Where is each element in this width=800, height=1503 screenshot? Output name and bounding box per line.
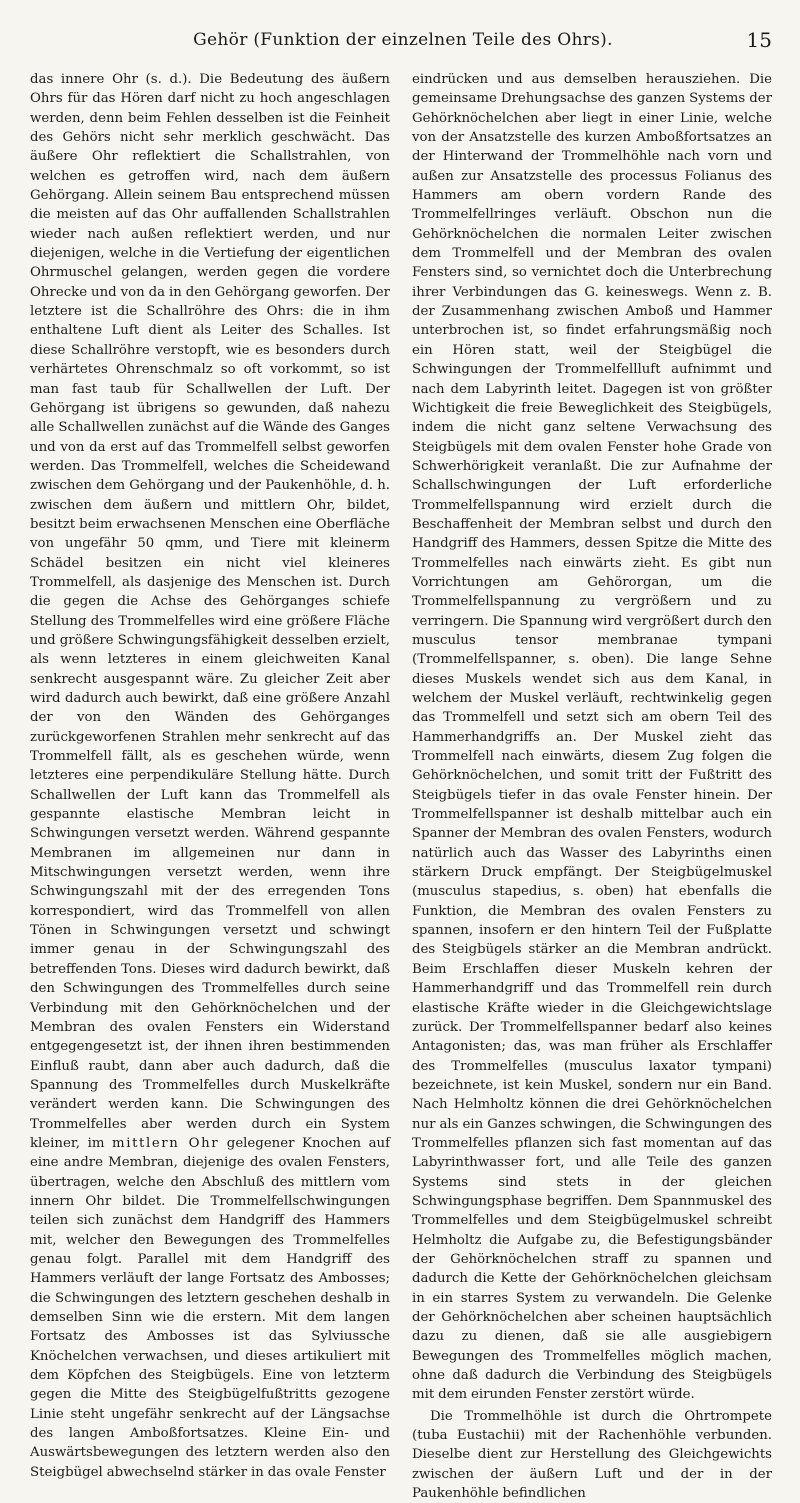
right-column xyxy=(412,70,772,1502)
running-title: Gehör (Funktion der einzelnen Teile des Ohrs). xyxy=(193,30,613,50)
left-paragraph xyxy=(30,70,390,1482)
running-head xyxy=(30,20,776,64)
right-paragraph-2: Die Trommelhöhle ist durch die Ohrtrompete (tuba Eustachii) mit der Rachenhöhle verbunden. Dieselbe dient zur Herstellung des Gleichgewichts zwischen der äußern Luft und der in der Paukenhöhle befindlichen xyxy=(412,1408,772,1502)
page-number: 15 xyxy=(746,28,772,52)
spaced-term: mittlern Ohr xyxy=(112,1135,220,1151)
left-column xyxy=(30,70,390,1480)
left-paragraph-continued: gelegener Knochen auf eine andre Membran, diejenige des ovalen Fensters, übertragen, welche den Abschluß des mittlern vom innern Ohr bildet. Die Trommelfellschwingungen teilen sich zunächst dem Handgriff des Hammers mit, welcher den Bewegungen des Trommelfelles genau folgt. Parallel mit dem Handgriff des Hammers verläuft der lange Fortsatz des Ambosses; die Schwingungen des letztern geschehen deshalb in demselben Sinn wie die erstern. Mit dem langen Fortsatz des Ambosses ist das Sylviussche Knöchelchen verwachsen, und dieses artikuliert mit dem Köpfchen des Steigbügels. Eine von letzterm gegen die Mitte des Steigbügelfußtritts gezogene Linie steht ungefähr senkrecht auf der Längsachse des langen Amboßfortsatzes. Kleine Ein- und Auswärtsbewegungen des letztern werden also den Steigbügel abwechselnd stärker in das ovale Fenster xyxy=(30,1135,390,1480)
right-paragraph-1: eindrücken und aus demselben herausziehen. Die gemeinsame Drehungsachse des ganzen Systems der Gehörknöchelchen aber liegt in einer Linie, welche von der Ansatzstelle des kurzen Amboßfortsatzes an der Hinterwand der Trommelhöhle nach vorn und außen zur Ansatzstelle des processus Folianus des Hammers am obern vordern Rande des Trommelfellringes verläuft. Obschon nun die Gehörknöchelchen die normalen Leiter zwischen dem Trommelfell und der Membran des ovalen Fensters sind, so vernichtet doch die Unterbrechung ihrer Verbindungen das G. keineswegs. Wenn z. B. der Zusammenhang zwischen Amboß und Hammer unterbrochen ist, so findet erfahrungsmäßig noch ein Hören statt, weil der Steigbügel die Schwingungen der Trommelfellluft aufnimmt und nach dem Labyrinth leitet. Dagegen ist von größter Wichtigkeit die freie Beweglichkeit des Steigbügels, indem die nicht ganz seltene Verwachsung des Steigbügels mit dem ovalen Fenster hohe Grade von Schwerhörigkeit veranlaßt. Die zur Aufnahme der Schallschwingungen der Luft erforderliche Trommelfellspannung wird erzielt durch die Beschaffenheit der Membran selbst und durch den Handgriff des Hammers, dessen Spitze die Mitte des Trommelfelles nach einwärts zieht. Es gibt nun Vorrichtungen am Gehörorgan, um die Trommelfellspannung zu vergrößern und zu verringern. Die Spannung wird vergrößert durch den musculus tensor membranae tympani (Trommelfellspanner, s. oben). Die lange Sehne dieses Muskels wendet sich aus dem Kanal, in welchem der Muskel verläuft, rechtwinkelig gegen das Trommelfell und setzt sich am obern Teil des Hammerhandgriffs an. Der Muskel zieht das Trommelfell nach einwärts, diesem Zug folgen die Gehörknöchelchen, und somit tritt der Fußtritt des Steigbügels tiefer in das ovale Fenster hinein. Der Trommelfellspanner ist deshalb mittelbar auch ein Spanner der Membran des ovalen Fensters, wodurch natürlich auch das Wasser des Labyrinths einen stärkern Druck empfängt. Der Steigbügelmuskel (musculus stapedius, s. oben) hat ebenfalls die Funktion, die Membran des ovalen Fensters zu spannen, insofern er den hintern Teil der Fußplatte des Steigbügels stärker an die Membran andrückt. Beim Erschlaffen dieser Muskeln kehren der Hammerhandgriff und das Trommelfell rein durch elastische Kräfte wieder in die Gleichgewichtslage zurück. Der Trommelfellspanner bedarf also keines Antagonisten; das, was man früher als Erschlaffer des Trommelfelles (musculus laxator tympani) bezeichnete, ist kein Muskel, sondern nur ein Band. Nach Helmholtz können die drei Gehörknöchelchen nur als ein Ganzes schwingen, die Schwingungen des Trommelfelles pflanzen sich fast momentan auf das Labyrinthwasser fort, und alle Teile des ganzen Systems sind stets in der gleichen Schwingungsphase begriffen. Dem Spannmuskel des Trommelfelles und dem Steigbügelmuskel schreibt Helmholtz die Aufgabe zu, die Befestigungsbänder der Gehörknöchelchen straff zu spannen und dadurch die Kette der Gehörknöchelchen gleichsam in ein starres System zu verwandeln. Die Gelenke der Gehörknöchelchen aber scheinen hauptsächlich dazu zu dienen, daß sie alle ausgiebigern Bewegungen des Trommelfelles möglich machen, ohne daß dadurch die Verbindung des Steigbügels mit dem eirunden Fenster zerstört würde. xyxy=(412,72,772,1403)
left-paragraph-text: das innere Ohr (s. d.). Die Bedeutung des äußern Ohrs für das Hören darf nicht zu hoch angeschlagen werden, denn beim Fehlen desselben ist die Feinheit des Gehörs nicht sehr merklich geschwächt. Das äußere Ohr reflektiert die Schallstrahlen, von welchen es getroffen wird, nach dem äußern Gehörgang. Allein seinem Bau entsprechend müssen die meisten auf das Ohr auffallenden Schallstrahlen wieder nach außen reflektiert werden, und nur diejenigen, welche in die Vertiefung der eigentlichen Ohrmuschel gelangen, werden gegen die vordere Ohrecke und von da in den Gehörgang geworfen. Der letztere ist die Schallröhre des Ohrs: die in ihm enthaltene Luft dient als Leiter des Schalles. Ist diese Schallröhre verstopft, wie es besonders durch verhärtetes Ohrenschmalz so oft vorkommt, so ist man fast taub für Schallwellen der Luft. Der Gehörgang ist übrigens so gewunden, daß nahezu alle Schallwellen zunächst auf die Wände des Ganges und von da erst auf das Trommelfell selbst geworfen werden. Das Trommelfell, welches die Scheidewand zwischen dem Gehörgang und der Paukenhöhle, d. h. zwischen dem äußern und mittlern Ohr, bildet, besitzt beim erwachsenen Menschen eine Oberfläche von ungefähr 50 qmm, und Tiere mit kleinerm Schädel besitzen ein nicht viel kleineres Trommelfell, als dasjenige des Menschen ist. Durch die gegen die Achse des Gehörganges schiefe Stellung des Trommelfelles wird eine größere Fläche und größere Schwingungsfähigkeit desselben erzielt, als wenn letzteres in einem gleichweiten Kanal senkrecht ausgespannt wäre. Zu gleicher Zeit aber wird dadurch auch bewirkt, daß eine größere Anzahl der von den Wänden des Gehörganges zurückgeworfenen Strahlen mehr senkrecht auf das Trommelfell fällt, als es geschehen würde, wenn letzteres eine perpendikuläre Stellung hätte. Durch Schallwellen der Luft kann das Trommelfell als gespannte elastische Membran leicht in Schwingungen versetzt werden. Während gespannte Membranen im allgemeinen nur dann in Mitschwingungen versetzt werden, wenn ihre Schwingungszahl mit der des erregenden Tons korrespondiert, wird das Trommelfell von allen Tönen in Schwingungen versetzt und schwingt immer genau in der Schwingungszahl des betreffenden Tons. Dieses wird dadurch bewirkt, daß den Schwingungen des Trommelfelles durch seine Verbindung mit den Gehörknöchelchen und der Membran des ovalen Fensters ein Widerstand entgegengesetzt ist, der ihnen ihren bestimmenden Einfluß raubt, dann aber auch dadurch, daß die Spannung des Trommelfelles durch Muskelkräfte verändert werden kann. Die Schwingungen des Trommelfelles aber werden durch ein System kleiner, im xyxy=(30,72,390,1151)
